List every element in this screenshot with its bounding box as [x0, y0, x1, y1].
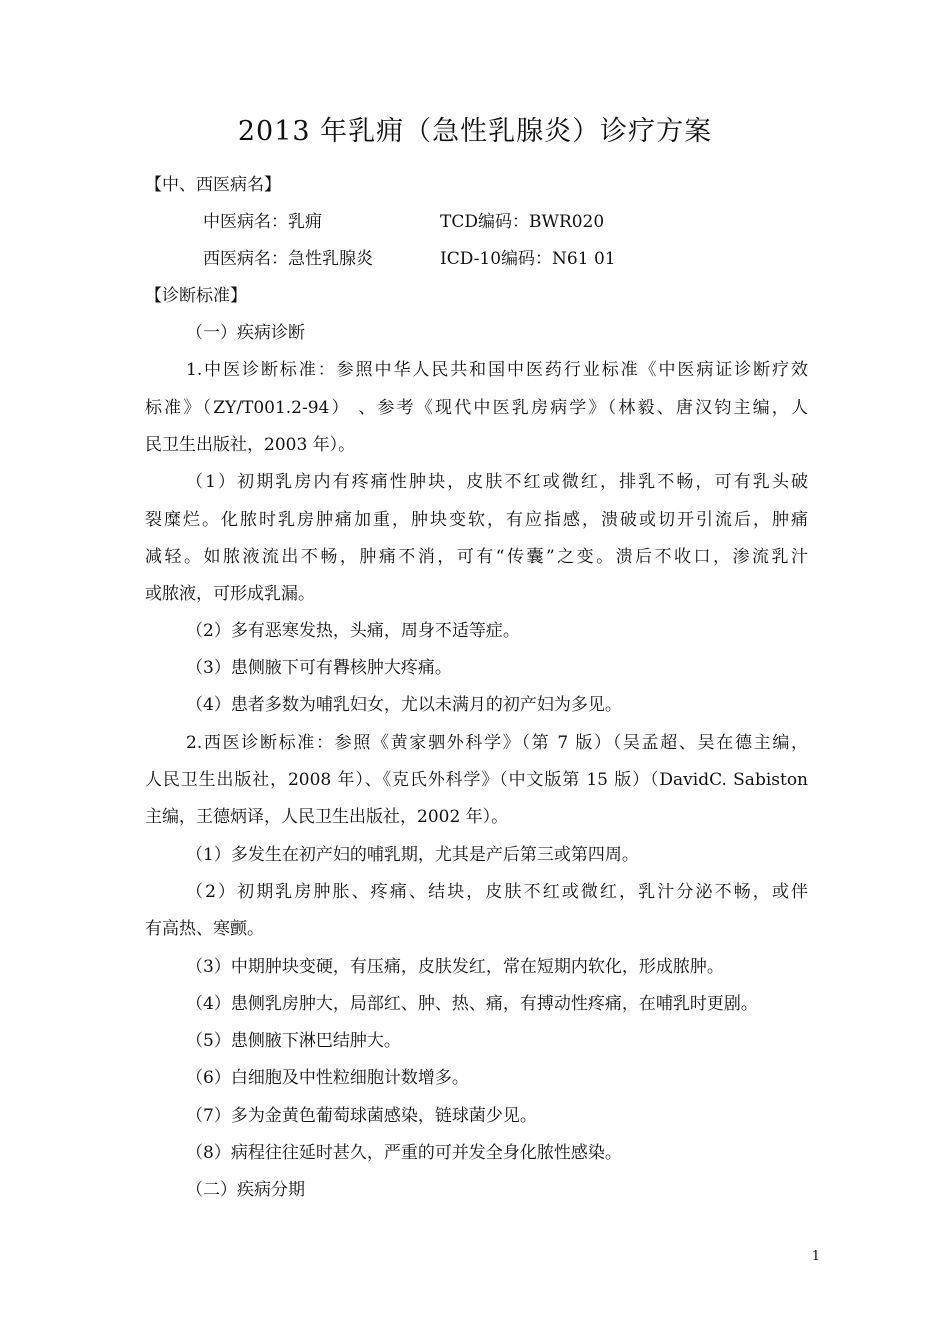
tcm-item-line: 裂糜烂。化脓时乳房肿痛加重，肿块变软，有应指感，溃破或切开引流后，肿痛 — [145, 510, 808, 530]
tcm-standard-line: 民卫生出版社，2003 年）。 — [145, 435, 356, 455]
tcm-disease-name: 中医病名：乳痈 — [203, 212, 322, 232]
tcd-code: TCD编码：BWR020 — [440, 212, 605, 232]
wm-disease-name: 西医病名：急性乳腺炎 — [203, 249, 373, 269]
tcm-item-2: （2）多有恶寒发热，头痛，周身不适等症。 — [186, 621, 520, 641]
wm-standard-line: 2.西医诊断标准：参照《黄家驷外科学》（第 7 版）（吴孟超、吴在德主编， — [186, 733, 808, 753]
tcm-item-3: （3）患侧腋下可有臖核肿大疼痛。 — [186, 658, 452, 678]
wm-item-2-line: 有高热、寒颤。 — [145, 919, 264, 939]
tcm-item-line: 减轻。如脓液流出不畅，肿痛不消，可有“传囊”之变。溃后不收口，渗流乳汁 — [145, 547, 808, 567]
tcm-standard-line: 标准》（ZY/T001.2-94） 、参考《现代中医乳房病学》（林毅、唐汉钧主编，人 — [145, 398, 808, 418]
section-disease-staging: （二）疾病分期 — [186, 1180, 305, 1200]
tcm-item-line: （1）初期乳房内有疼痛性肿块，皮肤不红或微红，排乳不畅，可有乳头破 — [186, 472, 808, 492]
diagnosis-heading: 【诊断标准】 — [145, 286, 247, 306]
icd-code: ICD-10编码：N61 01 — [440, 249, 616, 269]
wm-standard-line: 人民卫生出版社，2008 年）、《克氏外科学》（中文版第 15 版）（DavidC. Sabiston — [145, 770, 808, 790]
document-title: 2013 年乳痈（急性乳腺炎）诊疗方案 — [237, 116, 713, 147]
tcm-item-line: 或脓液，可形成乳漏。 — [145, 584, 315, 604]
wm-item-5: （5）患侧腋下淋巴结肿大。 — [186, 1031, 401, 1051]
page-number: 1 — [811, 1249, 820, 1264]
tcm-item-4: （4）患者多数为哺乳妇女，尤以未满月的初产妇为多见。 — [186, 695, 622, 715]
wm-item-2-line: （2）初期乳房肿胀、疼痛、结块，皮肤不红或微红，乳汁分泌不畅，或伴 — [186, 882, 808, 902]
wm-standard-line: 主编，王德炳译，人民卫生出版社，2002 年）。 — [145, 807, 509, 827]
wm-item-4: （4）患侧乳房肿大，局部红、肿、热、痛，有搏动性疼痛，在哺乳时更剧。 — [186, 994, 758, 1014]
tcm-standard-line: 1.中医诊断标准：参照中华人民共和国中医药行业标准《中医病证诊断疗效 — [186, 360, 808, 380]
wm-item-1: （1）多发生在初产妇的哺乳期，尤其是产后第三或第四周。 — [186, 845, 639, 865]
wm-item-6: （6）白细胞及中性粒细胞计数增多。 — [186, 1068, 469, 1088]
section-disease-diagnosis: （一）疾病诊断 — [186, 323, 305, 343]
wm-item-3: （3）中期肿块变硬，有压痛，皮肤发红，常在短期内软化，形成脓肿。 — [186, 957, 724, 977]
names-heading: 【中、西医病名】 — [145, 175, 281, 195]
wm-item-8: （8）病程往往延时甚久，严重的可并发全身化脓性感染。 — [186, 1143, 622, 1163]
wm-item-7: （7）多为金黄色葡萄球菌感染，链球菌少见。 — [186, 1106, 537, 1126]
